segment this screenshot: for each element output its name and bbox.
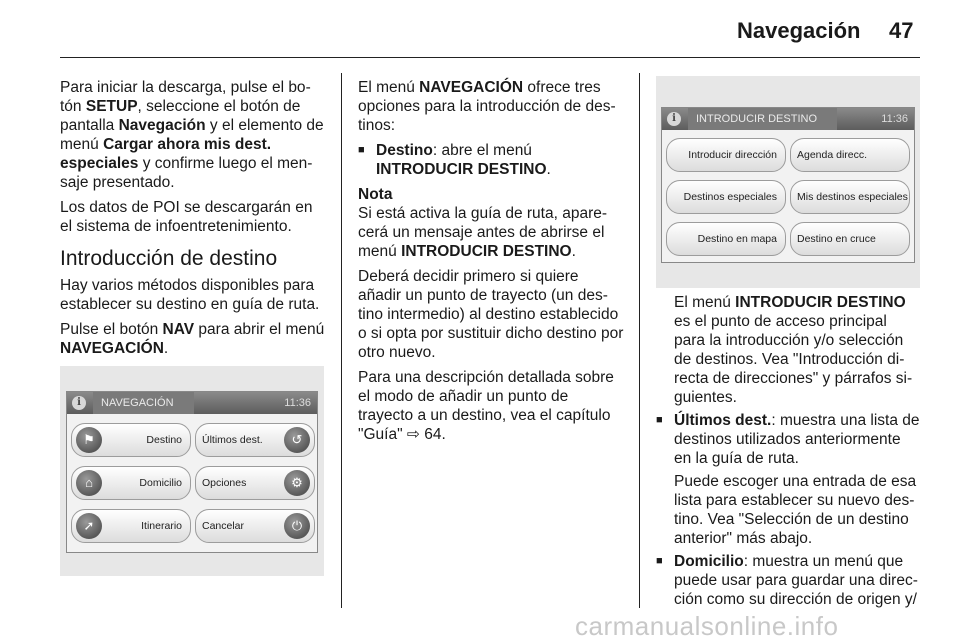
paragraph-select-entry: Puede escoger una entrada de esa lista para establecer su nuevo destino. Vea "Selección de un destino anterior" más abajo.: [674, 473, 917, 547]
flag-icon: ⚑: [76, 427, 102, 453]
route-icon: ➚: [76, 513, 102, 539]
watermark: carmanualsonline.info: [575, 611, 839, 641]
destino-en-cruce-button[interactable]: Destino en cruce: [790, 222, 910, 256]
column-divider-2: [639, 73, 640, 608]
nav-screen-title: NAVEGACIÓN: [93, 392, 194, 414]
dest-screen: [661, 107, 915, 263]
info-icon[interactable]: i: [72, 396, 86, 410]
bullet-destino: ■ Destino: abre el menú INTRODUCIR DESTINO.: [358, 141, 624, 179]
bullet-ultimos-dest: ■ Últimos dest.: muestra una lista de destinos utilizados anteriormente en la guía de ruta.: [656, 411, 922, 468]
paragraph-download: Para iniciar la descarga, pulse el botón SETUP, seleccione el botón de pantalla Navegación y el elemento de menú Cargar ahora mis dest. especiales y confirme luego el mensaje presentado.: [60, 79, 324, 191]
clock-arrow-icon: ↺: [284, 427, 310, 453]
middle-column: [358, 78, 624, 450]
paragraph-dest-menu: El menú INTRODUCIR DESTINO es el punto de acceso principal para la introducción y/o selección de destinos. Vea "Introducción directa de direcciones" y párrafos siguientes.: [674, 294, 913, 406]
itinerario-button[interactable]: ➚ Itinerario: [71, 509, 191, 543]
ultimos-dest-button[interactable]: Últimos dest. ↺: [195, 423, 315, 457]
gear-icon: ⚙: [284, 470, 310, 496]
power-icon: ⏻: [284, 513, 310, 539]
note-block: Nota Si está activa la guía de ruta, aparecerá un mensaje antes de abrirse el menú INTRODUCIR DESTINO.: [358, 185, 624, 261]
introducir-direccion-button[interactable]: Introducir dirección: [666, 138, 786, 172]
dest-menu-screenshot: [656, 76, 920, 288]
bullet-domicilio: ■ Domicilio: muestra un menú que puede usar para guardar una dirección como su dirección de origen y/: [656, 552, 922, 609]
page-title: Navegación: [737, 18, 861, 43]
dest-title-bar: [662, 108, 914, 130]
paragraph-poi: Los datos de POI se descargarán en el sistema de infoentretenimiento.: [60, 199, 313, 235]
mis-destinos-especiales-button[interactable]: Mis destinos especiales: [790, 180, 910, 214]
paragraph-nav-button: Pulse el botón NAV para abrir el menú NAVEGACIÓN.: [60, 321, 325, 357]
clock: 11:36: [881, 113, 908, 125]
info-icon[interactable]: i: [667, 112, 681, 126]
house-icon: ⌂: [76, 470, 102, 496]
paragraph-menu-options: El menú NAVEGACIÓN ofrece tres opciones para la introducción de destinos:: [358, 79, 616, 134]
destino-button[interactable]: ⚑ Destino: [71, 423, 191, 457]
opciones-button[interactable]: Opciones ⚙: [195, 466, 315, 500]
domicilio-button[interactable]: ⌂ Domicilio: [71, 466, 191, 500]
section-heading: Introducción de destino: [60, 247, 278, 270]
paragraph-waypoint: Deberá decidir primero si quiere añadir un punto de trayecto (un destino intermedio) al destino establecido o si opta por sustituir dicho destino por otro nuevo.: [358, 268, 624, 361]
cancelar-button[interactable]: Cancelar ⏻: [195, 509, 315, 543]
nav-title-bar: [67, 392, 317, 414]
right-column: [656, 293, 922, 609]
page-number: 47: [889, 18, 914, 43]
agenda-direcc-button[interactable]: Agenda direcc.: [790, 138, 910, 172]
note-label: Nota: [358, 186, 393, 203]
header-divider: [60, 57, 920, 58]
destinos-especiales-button[interactable]: Destinos especiales: [666, 180, 786, 214]
paragraph-guide-ref: Para una descripción detallada sobre el modo de añadir un punto de trayecto a un destino, vea el capítulo "Guía" ⇨ 64.: [358, 369, 614, 443]
left-column: [60, 78, 325, 364]
arrow-icon: ⇨: [406, 426, 420, 443]
dest-screen-title: INTRODUCIR DESTINO: [688, 108, 837, 130]
nav-menu-screenshot: [60, 366, 324, 576]
clock: 11:36: [284, 397, 311, 409]
destino-en-mapa-button[interactable]: Destino en mapa: [666, 222, 786, 256]
column-divider-1: [341, 73, 342, 608]
paragraph-methods: Hay varios métodos disponibles para establecer su destino en guía de ruta.: [60, 277, 320, 313]
nav-screen: [66, 391, 318, 553]
